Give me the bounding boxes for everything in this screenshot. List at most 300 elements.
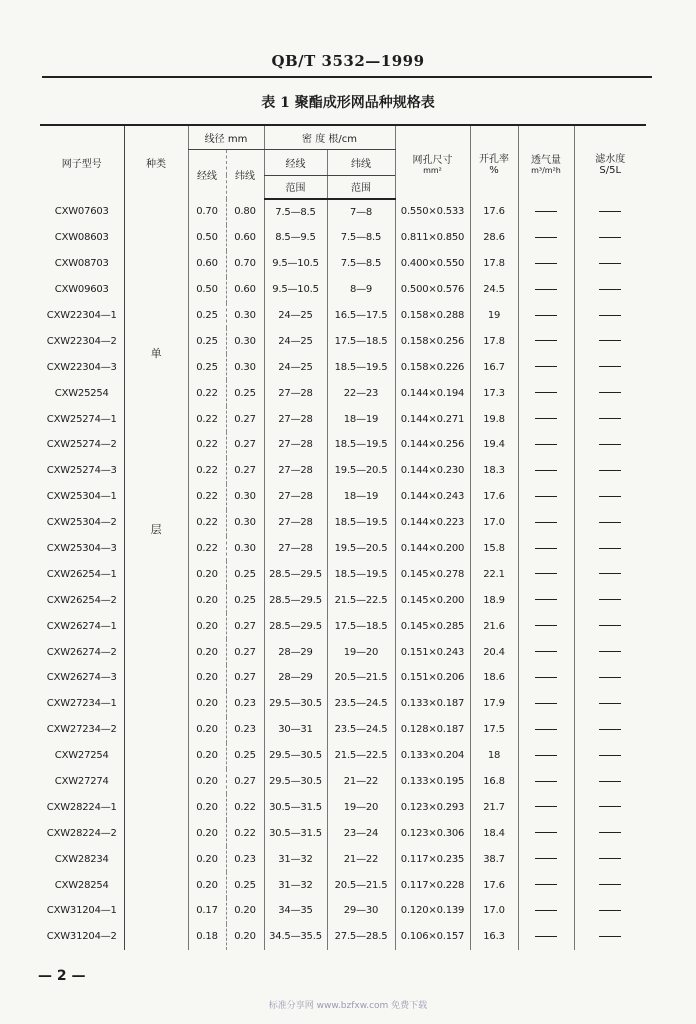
open-area-cell: 19 — [470, 303, 518, 329]
warp-diameter-cell: 0.18 — [188, 924, 226, 950]
open-area-cell: 17.8 — [470, 328, 518, 354]
dash-mark — [535, 263, 557, 264]
drainage-unit: S/5L — [599, 164, 622, 176]
weft-density-cell: 21.5—22.5 — [327, 587, 395, 613]
model-cell: CXW31204—1 — [46, 905, 117, 917]
open-area-cell: 38.7 — [470, 846, 518, 872]
mesh-size-cell: 0.128×0.187 — [395, 717, 470, 743]
warp-density-cell: 31—32 — [264, 872, 327, 898]
warp-diameter-cell: 0.20 — [188, 769, 226, 795]
dash-mark — [599, 910, 621, 911]
category-cell — [124, 199, 188, 950]
warp-diameter-cell: 0.20 — [188, 717, 226, 743]
warp-density-cell: 29.5—30.5 — [264, 691, 327, 717]
col-header-weft-range: 范围 — [327, 175, 395, 199]
mesh-size-cell: 0.133×0.204 — [395, 743, 470, 769]
model-cell: CXW25304—3 — [46, 543, 117, 555]
mesh-size-cell: 0.500×0.576 — [395, 277, 470, 303]
weft-density-cell: 18.5—19.5 — [327, 510, 395, 536]
warp-diameter-cell: 0.22 — [188, 458, 226, 484]
weft-diameter-cell: 0.30 — [226, 303, 264, 329]
drainage-cell — [574, 769, 646, 795]
model-cell: CXW25274—3 — [46, 465, 117, 477]
model-cell: CXW26274—1 — [46, 620, 117, 632]
dash-mark — [599, 211, 621, 212]
dash-mark — [535, 522, 557, 523]
open-area-cell: 18.3 — [470, 458, 518, 484]
warp-density-cell: 27—28 — [264, 510, 327, 536]
spec-table — [40, 124, 646, 950]
warp-density-cell: 27—28 — [264, 406, 327, 432]
warp-diameter-cell: 0.50 — [188, 225, 226, 251]
mesh-size-cell: 0.400×0.550 — [395, 251, 470, 277]
warp-density-cell: 27—28 — [264, 458, 327, 484]
dash-mark — [599, 936, 621, 937]
model-cell: CXW09603 — [54, 284, 109, 296]
weft-diameter-cell: 0.22 — [226, 794, 264, 820]
weft-density-cell: 21.5—22.5 — [327, 743, 395, 769]
drainage-cell — [574, 898, 646, 924]
dash-mark — [599, 263, 621, 264]
air-permeability-cell — [518, 225, 574, 251]
warp-density-cell: 9.5—10.5 — [264, 277, 327, 303]
warp-density-cell: 27—28 — [264, 380, 327, 406]
open-area-cell: 17.3 — [470, 380, 518, 406]
model-cell: CXW28224—2 — [46, 827, 117, 839]
warp-diameter-cell: 0.20 — [188, 665, 226, 691]
dash-mark — [535, 418, 557, 419]
drainage-label: 滤水度 — [595, 153, 626, 165]
model-cell: CXW27254 — [54, 750, 109, 762]
dash-mark — [535, 289, 557, 290]
weft-density-cell: 7.5—8.5 — [327, 225, 395, 251]
air-permeability-cell — [518, 613, 574, 639]
mesh-size-cell: 0.151×0.243 — [395, 639, 470, 665]
warp-density-cell: 29.5—30.5 — [264, 769, 327, 795]
drainage-cell — [574, 303, 646, 329]
dash-mark — [535, 884, 557, 885]
weft-diameter-cell: 0.27 — [226, 769, 264, 795]
drainage-cell — [574, 794, 646, 820]
col-header-weft-density: 纬线 — [327, 149, 395, 175]
mesh-size-cell: 0.144×0.243 — [395, 484, 470, 510]
mesh-size-cell: 0.158×0.256 — [395, 328, 470, 354]
warp-density-cell: 24—25 — [264, 354, 327, 380]
open-area-cell: 18.6 — [470, 665, 518, 691]
weft-diameter-cell: 0.23 — [226, 846, 264, 872]
weft-diameter-cell: 0.23 — [226, 691, 264, 717]
air-permeability-cell — [518, 199, 574, 225]
col-header-mesh-size — [395, 125, 470, 199]
dash-mark — [535, 832, 557, 833]
weft-diameter-cell: 0.25 — [226, 380, 264, 406]
weft-density-cell: 17.5—18.5 — [327, 613, 395, 639]
mesh-size-unit: mm² — [423, 165, 442, 175]
mesh-size-cell: 0.117×0.228 — [395, 872, 470, 898]
dash-mark — [535, 651, 557, 652]
warp-density-cell: 28.5—29.5 — [264, 561, 327, 587]
open-area-cell: 17.0 — [470, 510, 518, 536]
air-permeability-cell — [518, 872, 574, 898]
dash-mark — [535, 858, 557, 859]
drainage-cell — [574, 458, 646, 484]
drainage-cell — [574, 743, 646, 769]
warp-diameter-cell: 0.25 — [188, 303, 226, 329]
weft-diameter-cell: 0.27 — [226, 639, 264, 665]
dash-mark — [535, 340, 557, 341]
warp-density-cell: 8.5—9.5 — [264, 225, 327, 251]
warp-density-cell: 27—28 — [264, 484, 327, 510]
mesh-size-cell: 0.811×0.850 — [395, 225, 470, 251]
drainage-cell — [574, 354, 646, 380]
model-cell: CXW26254—1 — [46, 568, 117, 580]
weft-diameter-cell: 0.22 — [226, 820, 264, 846]
air-perm-label: 透气量 — [531, 154, 561, 166]
dash-mark — [599, 548, 621, 549]
open-area-cell: 28.6 — [470, 225, 518, 251]
weft-density-cell: 20.5—21.5 — [327, 872, 395, 898]
weft-density-cell: 18—19 — [327, 484, 395, 510]
model-cell: CXW28254 — [54, 879, 109, 891]
warp-diameter-cell: 0.20 — [188, 561, 226, 587]
weft-diameter-cell: 0.20 — [226, 898, 264, 924]
air-permeability-cell — [518, 820, 574, 846]
air-permeability-cell — [518, 406, 574, 432]
model-cell: CXW26274—3 — [46, 672, 117, 684]
model-cell: CXW27234—1 — [46, 698, 117, 710]
mesh-size-cell: 0.123×0.293 — [395, 794, 470, 820]
warp-density-cell: 29.5—30.5 — [264, 743, 327, 769]
weft-diameter-cell: 0.30 — [226, 328, 264, 354]
drainage-cell — [574, 277, 646, 303]
air-permeability-cell — [518, 691, 574, 717]
model-cell: CXW27234—2 — [46, 724, 117, 736]
warp-density-cell: 27—28 — [264, 432, 327, 458]
warp-diameter-cell: 0.20 — [188, 691, 226, 717]
open-area-cell: 17.8 — [470, 251, 518, 277]
col-header-drainage — [574, 125, 646, 199]
air-permeability-cell — [518, 743, 574, 769]
air-permeability-cell — [518, 328, 574, 354]
open-area-cell: 19.4 — [470, 432, 518, 458]
air-permeability-cell — [518, 665, 574, 691]
header-rule — [42, 76, 652, 78]
air-permeability-cell — [518, 432, 574, 458]
category-char: 单 — [150, 347, 162, 360]
model-cell: CXW25304—1 — [46, 491, 117, 503]
dash-mark — [599, 470, 621, 471]
air-permeability-cell — [518, 794, 574, 820]
dash-mark — [535, 910, 557, 911]
open-area-cell: 17.6 — [470, 199, 518, 225]
model-cell: CXW22304—3 — [46, 361, 117, 373]
warp-diameter-cell: 0.20 — [188, 587, 226, 613]
mesh-size-cell: 0.133×0.187 — [395, 691, 470, 717]
air-permeability-cell — [518, 251, 574, 277]
weft-diameter-cell: 0.27 — [226, 432, 264, 458]
warp-diameter-cell: 0.20 — [188, 743, 226, 769]
open-area-cell: 19.8 — [470, 406, 518, 432]
drainage-cell — [574, 561, 646, 587]
air-perm-unit: m³/m²h — [531, 165, 561, 175]
weft-density-cell: 19.5—20.5 — [327, 536, 395, 562]
mesh-size-cell: 0.158×0.288 — [395, 303, 470, 329]
dash-mark — [535, 548, 557, 549]
dash-mark — [535, 703, 557, 704]
open-area-label: 开孔率 — [479, 153, 509, 165]
weft-diameter-cell: 0.23 — [226, 717, 264, 743]
spec-table-body — [40, 199, 646, 950]
warp-diameter-cell: 0.50 — [188, 277, 226, 303]
drainage-cell — [574, 665, 646, 691]
open-area-cell: 16.7 — [470, 354, 518, 380]
dash-mark — [535, 392, 557, 393]
warp-density-cell: 31—32 — [264, 846, 327, 872]
model-cell: CXW08603 — [54, 232, 109, 244]
weft-density-cell: 18—19 — [327, 406, 395, 432]
warp-diameter-cell: 0.20 — [188, 639, 226, 665]
open-area-cell: 17.9 — [470, 691, 518, 717]
air-permeability-cell — [518, 898, 574, 924]
col-header-category: 种类 — [124, 125, 188, 199]
drainage-cell — [574, 613, 646, 639]
drainage-cell — [574, 406, 646, 432]
weft-diameter-cell: 0.70 — [226, 251, 264, 277]
warp-density-cell: 34—35 — [264, 898, 327, 924]
model-cell: CXW27274 — [54, 776, 109, 788]
col-header-warp-density: 经线 — [264, 149, 327, 175]
model-cell: CXW25274—2 — [46, 439, 117, 451]
table-row — [40, 199, 646, 225]
drainage-cell — [574, 484, 646, 510]
mesh-size-cell: 0.144×0.271 — [395, 406, 470, 432]
warp-diameter-cell: 0.20 — [188, 794, 226, 820]
warp-density-cell: 9.5—10.5 — [264, 251, 327, 277]
weft-density-cell: 18.5—19.5 — [327, 432, 395, 458]
drainage-cell — [574, 536, 646, 562]
air-permeability-cell — [518, 303, 574, 329]
dash-mark — [599, 237, 621, 238]
page-number: — 2 — — [38, 968, 86, 984]
dash-mark — [535, 470, 557, 471]
drainage-cell — [574, 380, 646, 406]
air-permeability-cell — [518, 717, 574, 743]
warp-diameter-cell: 0.20 — [188, 613, 226, 639]
weft-diameter-cell: 0.25 — [226, 561, 264, 587]
mesh-size-cell: 0.133×0.195 — [395, 769, 470, 795]
mesh-size-cell: 0.123×0.306 — [395, 820, 470, 846]
open-area-cell: 18.4 — [470, 820, 518, 846]
open-area-cell: 17.0 — [470, 898, 518, 924]
model-cell: CXW25274—1 — [46, 413, 117, 425]
dash-mark — [599, 392, 621, 393]
col-header-warp-diameter: 经线 — [188, 149, 226, 199]
model-cell: CXW25304—2 — [46, 517, 117, 529]
col-header-warp-range: 范围 — [264, 175, 327, 199]
watermark: 标准分享网 www.bzfxw.com 免费下载 — [268, 1001, 428, 1011]
dash-mark — [535, 755, 557, 756]
dash-mark — [599, 677, 621, 678]
open-area-cell: 20.4 — [470, 639, 518, 665]
dash-mark — [599, 315, 621, 316]
model-cell: CXW31204—2 — [46, 931, 117, 943]
dash-mark — [599, 418, 621, 419]
open-area-cell: 17.6 — [470, 872, 518, 898]
open-area-cell: 17.6 — [470, 484, 518, 510]
drainage-cell — [574, 251, 646, 277]
dash-mark — [599, 573, 621, 574]
dash-mark — [599, 806, 621, 807]
col-header-model: 网子型号 — [61, 159, 102, 170]
mesh-size-cell: 0.144×0.200 — [395, 536, 470, 562]
weft-density-cell: 21—22 — [327, 846, 395, 872]
weft-density-cell: 29—30 — [327, 898, 395, 924]
open-area-cell: 21.7 — [470, 794, 518, 820]
dash-mark — [599, 832, 621, 833]
air-permeability-cell — [518, 380, 574, 406]
air-permeability-cell — [518, 510, 574, 536]
warp-density-cell: 24—25 — [264, 303, 327, 329]
dash-mark — [599, 496, 621, 497]
drainage-cell — [574, 225, 646, 251]
mesh-size-cell: 0.144×0.223 — [395, 510, 470, 536]
dash-mark — [535, 444, 557, 445]
dash-mark — [535, 806, 557, 807]
dash-mark — [599, 289, 621, 290]
mesh-size-cell: 0.144×0.194 — [395, 380, 470, 406]
dash-mark — [535, 599, 557, 600]
drainage-cell — [574, 691, 646, 717]
open-area-cell: 15.8 — [470, 536, 518, 562]
air-permeability-cell — [518, 587, 574, 613]
warp-diameter-cell: 0.22 — [188, 536, 226, 562]
mesh-size-cell: 0.145×0.200 — [395, 587, 470, 613]
weft-density-cell: 20.5—21.5 — [327, 665, 395, 691]
model-cell: CXW28224—1 — [46, 801, 117, 813]
warp-density-cell: 28—29 — [264, 665, 327, 691]
weft-density-cell: 23.5—24.5 — [327, 691, 395, 717]
dash-mark — [599, 651, 621, 652]
weft-diameter-cell: 0.60 — [226, 277, 264, 303]
warp-density-cell: 28.5—29.5 — [264, 587, 327, 613]
drainage-cell — [574, 846, 646, 872]
drainage-cell — [574, 328, 646, 354]
dash-mark — [599, 858, 621, 859]
col-header-wire-diameter: 线径 mm — [188, 125, 264, 149]
category-char: 层 — [150, 523, 162, 536]
weft-density-cell: 19—20 — [327, 794, 395, 820]
warp-diameter-cell: 0.22 — [188, 432, 226, 458]
weft-diameter-cell: 0.30 — [226, 354, 264, 380]
drainage-cell — [574, 199, 646, 225]
air-permeability-cell — [518, 561, 574, 587]
weft-density-cell: 18.5—19.5 — [327, 354, 395, 380]
weft-density-cell: 19—20 — [327, 639, 395, 665]
weft-diameter-cell: 0.30 — [226, 510, 264, 536]
drainage-cell — [574, 924, 646, 950]
weft-diameter-cell: 0.25 — [226, 743, 264, 769]
open-area-cell: 16.8 — [470, 769, 518, 795]
open-area-cell: 18 — [470, 743, 518, 769]
weft-diameter-cell: 0.25 — [226, 872, 264, 898]
open-area-cell: 17.5 — [470, 717, 518, 743]
mesh-size-cell: 0.120×0.139 — [395, 898, 470, 924]
model-cell: CXW22304—2 — [46, 335, 117, 347]
dash-mark — [599, 625, 621, 626]
weft-density-cell: 7.5—8.5 — [327, 251, 395, 277]
drainage-cell — [574, 587, 646, 613]
dash-mark — [535, 573, 557, 574]
weft-density-cell: 8—9 — [327, 277, 395, 303]
dash-mark — [535, 729, 557, 730]
warp-density-cell: 28.5—29.5 — [264, 613, 327, 639]
weft-diameter-cell: 0.27 — [226, 406, 264, 432]
open-area-cell: 24.5 — [470, 277, 518, 303]
dash-mark — [599, 755, 621, 756]
warp-diameter-cell: 0.20 — [188, 872, 226, 898]
warp-density-cell: 28—29 — [264, 639, 327, 665]
weft-diameter-cell: 0.30 — [226, 536, 264, 562]
table-title: 表 1 聚酯成形网品种规格表 — [261, 95, 435, 111]
weft-density-cell: 23—24 — [327, 820, 395, 846]
drainage-cell — [574, 639, 646, 665]
warp-diameter-cell: 0.22 — [188, 484, 226, 510]
model-cell: CXW28234 — [54, 853, 109, 865]
weft-density-cell: 17.5—18.5 — [327, 328, 395, 354]
standard-number: QB/T 3532—1999 — [271, 52, 425, 70]
air-permeability-cell — [518, 354, 574, 380]
col-header-weft-diameter: 纬线 — [226, 149, 264, 199]
weft-density-cell: 7—8 — [327, 199, 395, 225]
warp-diameter-cell: 0.25 — [188, 328, 226, 354]
air-permeability-cell — [518, 536, 574, 562]
weft-diameter-cell: 0.25 — [226, 587, 264, 613]
model-cell: CXW08703 — [54, 258, 109, 270]
drainage-cell — [574, 432, 646, 458]
mesh-size-cell: 0.144×0.230 — [395, 458, 470, 484]
dash-mark — [535, 366, 557, 367]
weft-diameter-cell: 0.27 — [226, 458, 264, 484]
air-permeability-cell — [518, 277, 574, 303]
drainage-cell — [574, 820, 646, 846]
open-area-cell: 21.6 — [470, 613, 518, 639]
dash-mark — [535, 496, 557, 497]
weft-density-cell: 27.5—28.5 — [327, 924, 395, 950]
dash-mark — [599, 884, 621, 885]
col-header-open-area — [470, 125, 518, 199]
dash-mark — [535, 781, 557, 782]
warp-density-cell: 34.5—35.5 — [264, 924, 327, 950]
air-permeability-cell — [518, 924, 574, 950]
dash-mark — [535, 211, 557, 212]
warp-density-cell: 7.5—8.5 — [264, 199, 327, 225]
air-permeability-cell — [518, 769, 574, 795]
air-permeability-cell — [518, 484, 574, 510]
weft-density-cell: 23.5—24.5 — [327, 717, 395, 743]
mesh-size-label: 网孔尺寸 — [412, 154, 453, 166]
warp-density-cell: 24—25 — [264, 328, 327, 354]
dash-mark — [535, 315, 557, 316]
warp-diameter-cell: 0.17 — [188, 898, 226, 924]
dash-mark — [599, 599, 621, 600]
warp-diameter-cell: 0.60 — [188, 251, 226, 277]
dash-mark — [535, 237, 557, 238]
warp-diameter-cell: 0.22 — [188, 380, 226, 406]
weft-diameter-cell: 0.80 — [226, 199, 264, 225]
weft-diameter-cell: 0.60 — [226, 225, 264, 251]
open-area-cell: 16.3 — [470, 924, 518, 950]
weft-density-cell: 16.5—17.5 — [327, 303, 395, 329]
